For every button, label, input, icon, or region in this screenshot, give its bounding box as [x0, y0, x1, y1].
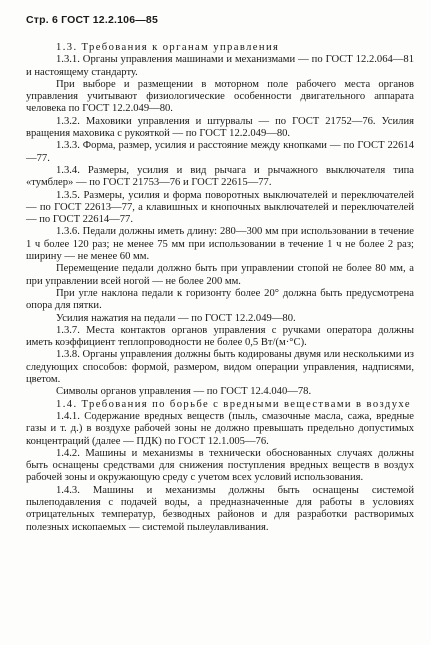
paragraph-1-3-8-symbols: Символы органов управления — по ГОСТ 12.4.040—78. — [56, 386, 312, 398]
page-header: Стр. 6 ГОСТ 12.2.106—85 — [26, 14, 159, 26]
paragraph-1-4-1: 1.4.1. Содержание вредных веществ (пыль, смазочные масла, сажа, вредные газы и т. д.) в воздухе рабочей зоны не должно превышать предельно допустимых концентраций (далее — ПДК) по ГОСТ 12.1.005—76. — [26, 410, 414, 447]
paragraph-1-3-1: 1.3.1. Органы управления машинами и механизмами — по ГОСТ 12.2.064—81 и настоящему стандарту. — [26, 54, 414, 78]
paragraph-1-3-6-travel: Перемещение педали должно быть при управлении стопой не более 80 мм, а при управлении всей ногой — не более 200 мм. — [26, 263, 414, 287]
paragraph-1-3-3: 1.3.3. Форма, размер, усилия и расстояние между кнопками — по ГОСТ 22614—77. — [26, 140, 414, 164]
paragraph-1-3-4: 1.3.4. Размеры, усилия и вид рычага и рычажного выключателя типа «тумблер» — по ГОСТ 21753—76 и ГОСТ 22615—77. — [26, 164, 414, 189]
paragraph-1-3-1-note: При выборе и размещении в моторном поле рабочего места органов управления учитывают физиологические особенности двигательного аппарата человека по ГОСТ 12.2.049—80. — [26, 78, 414, 115]
section-heading-1-3: 1.3. Требования к органам управления — [56, 42, 280, 53]
paragraph-1-3-5: 1.3.5. Размеры, усилия и форма поворотных выключателей и переключателей — по ГОСТ 22613—77, а клавишных и кнопочных выключателей и переключателей — по ГОСТ 22614—77. — [26, 189, 414, 226]
paragraph-1-3-8: 1.3.8. Органы управления должны быть кодированы двумя или несколькими из следующих способов: формой, размером, видом операции управления, надписями, цветом. — [26, 349, 414, 386]
paragraph-1-4-2: 1.4.2. Машины и механизмы в технически обоснованных случаях должны быть оснащены средствами для снижения поступления вредных веществ в воздух рабочей зоны и окружающую среду с учетом всех условий использования. — [26, 447, 414, 484]
paragraph-1-3-6-force: Усилия нажатия на педали — по ГОСТ 12.2.049—80. — [56, 312, 296, 324]
section-heading-1-4: 1.4. Требования по борьбе с вредными веществами в воздухе — [56, 398, 411, 410]
paragraph-1-3-6: 1.3.6. Педали должны иметь длину: 280—300 мм при использовании в течение 1 ч более 120 раз; не менее 75 мм при использовании в течение 1 ч не более 2 раз; ширину — не менее 60 мм. — [26, 226, 414, 263]
paragraph-1-3-7: 1.3.7. Места контактов органов управления с ручками оператора должны иметь коэффициент теплопроводности не более 0,5 Вт/(м·°С). — [26, 324, 414, 349]
document-body — [26, 42, 414, 534]
paragraph-1-3-2: 1.3.2. Маховики управления и штурвалы — по ГОСТ 21752—76. Усилия вращения маховика с рукояткой — по ГОСТ 12.2.049—80. — [26, 115, 414, 140]
paragraph-1-3-6-angle: При угле наклона педали к горизонту более 20° должна быть предусмотрена опора для пятки. — [26, 287, 414, 312]
paragraph-1-4-3: 1.4.3. Машины и механизмы должны быть оснащены системой пылеподавления с подачей воды, а предназначенные для работы в условиях отрицательных температур, безводных районов и для разработки растворимых полезных ископаемых — системой пылеулавливания. — [26, 484, 414, 533]
